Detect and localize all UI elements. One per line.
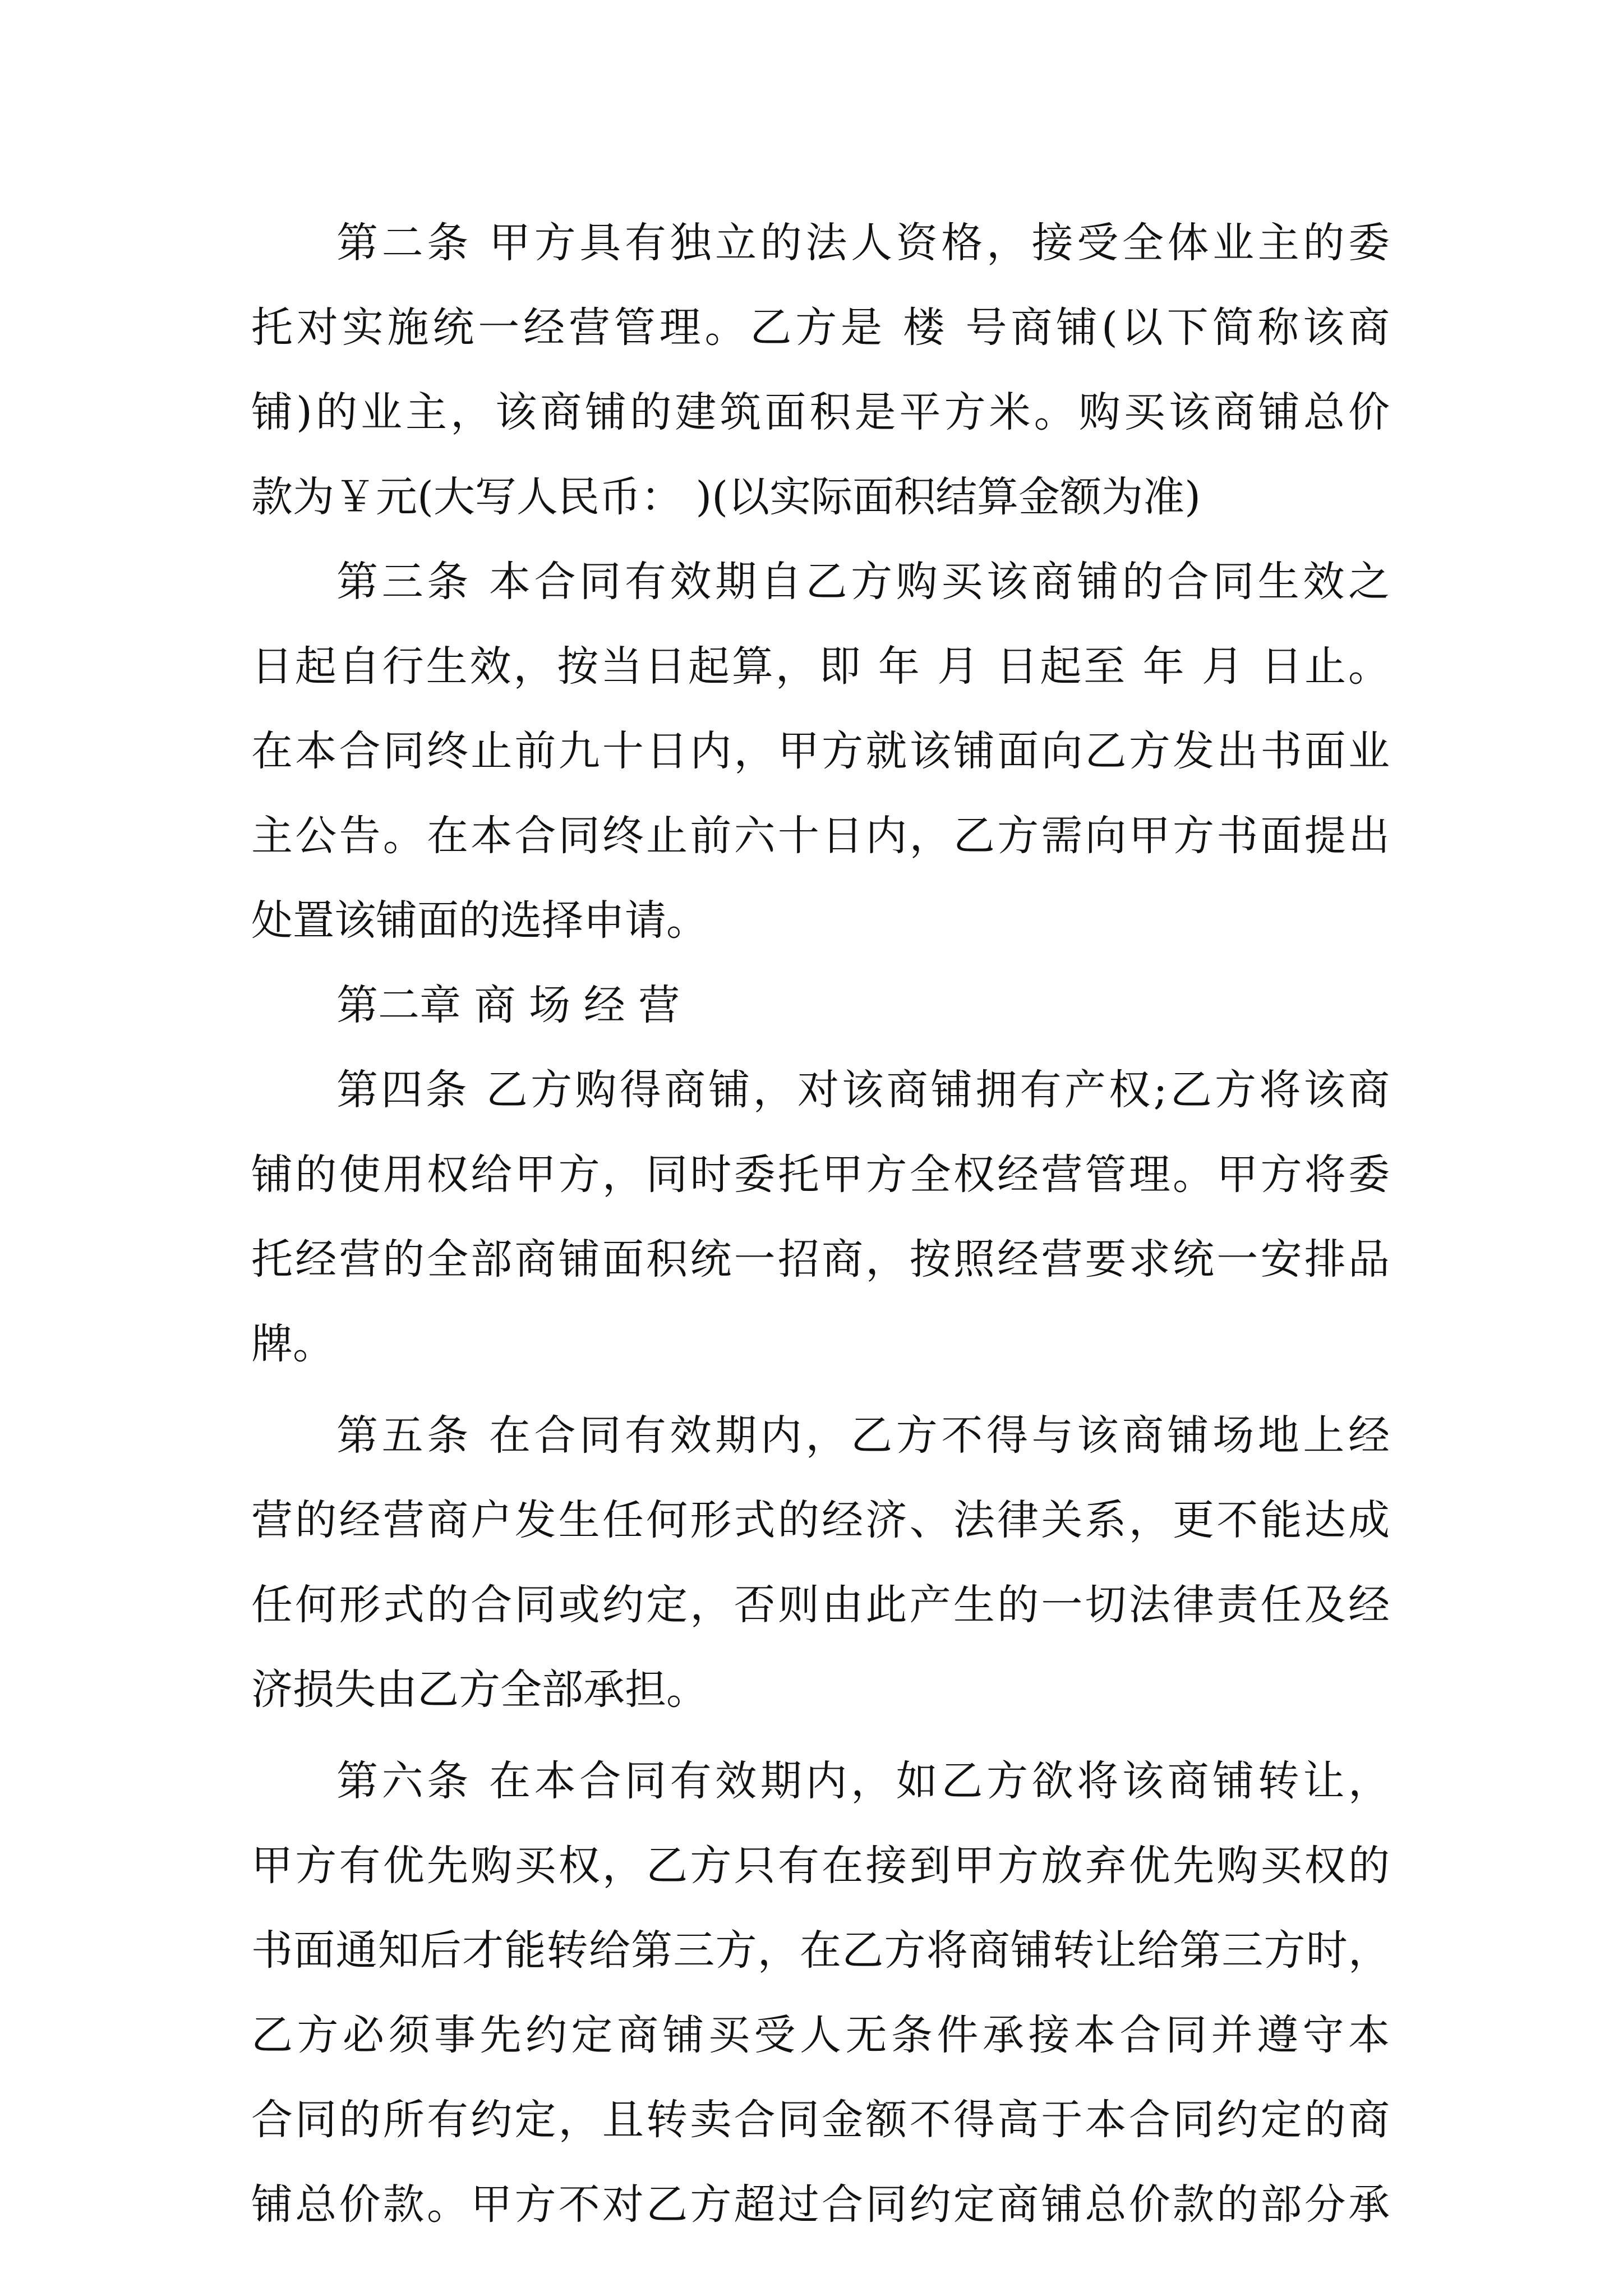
article-2-line-4: 款为￥元(大写人民币： )(以实际面积结算金额为准) bbox=[251, 473, 1201, 521]
article-2-line-3: 铺)的业主，该商铺的建筑面积是平方米。购买该商铺总价 bbox=[251, 388, 1390, 436]
article-5-line-1: 第五条 在合同有效期内，乙方不得与该商铺场地上经 bbox=[336, 1411, 1390, 1460]
article-3-line-5: 处置该铺面的选择申请。 bbox=[251, 896, 708, 945]
article-6-line-1: 第六条 在本合同有效期内，如乙方欲将该商铺转让， bbox=[336, 1757, 1390, 1805]
article-3-line-4: 主公告。在本合同终止前六十日内，乙方需向甲方书面提出 bbox=[251, 812, 1390, 860]
article-4-line-4: 牌。 bbox=[251, 1320, 334, 1368]
article-3-line-2: 日起自行生效，按当日起算，即 年 月 日起至 年 月 日止。 bbox=[251, 642, 1390, 691]
article-6-line-5: 合同的所有约定，且转卖合同金额不得高于本合同约定的商 bbox=[251, 2096, 1390, 2144]
article-3-line-1: 第三条 本合同有效期自乙方购买该商铺的合同生效之 bbox=[336, 558, 1390, 606]
article-4-line-3: 托经营的全部商铺面积统一招商，按照经营要求统一安排品 bbox=[251, 1235, 1390, 1283]
article-5-line-4: 济损失由乙方全部承担。 bbox=[251, 1665, 708, 1714]
contract-body bbox=[251, 201, 1390, 2247]
article-4-line-1: 第四条 乙方购得商铺，对该商铺拥有产权;乙方将该商 bbox=[336, 1066, 1390, 1114]
article-6-line-2: 甲方有优先购买权，乙方只有在接到甲方放弃优先购买权的 bbox=[251, 1842, 1390, 1890]
chapter-2-heading: 第二章 商 场 经 营 bbox=[336, 981, 680, 1029]
article-3-line-3: 在本合同终止前九十日内，甲方就该铺面向乙方发出书面业 bbox=[251, 727, 1390, 775]
article-4-line-2: 铺的使用权给甲方，同时委托甲方全权经营管理。甲方将委 bbox=[251, 1151, 1390, 1199]
article-2-line-2: 托对实施统一经营管理。乙方是 楼 号商铺(以下简称该商 bbox=[251, 303, 1390, 352]
article-2-line-1: 第二条 甲方具有独立的法人资格，接受全体业主的委 bbox=[336, 219, 1390, 267]
article-5-line-3: 任何形式的合同或约定，否则由此产生的一切法律责任及经 bbox=[251, 1581, 1390, 1629]
article-5-line-2: 营的经营商户发生任何形式的经济、法律关系，更不能达成 bbox=[251, 1496, 1390, 1544]
article-6-line-3: 书面通知后才能转给第三方，在乙方将商铺转让给第三方时， bbox=[251, 1926, 1390, 1975]
article-6-line-4: 乙方必须事先约定商铺买受人无条件承接本合同并遵守本 bbox=[251, 2011, 1390, 2059]
article-6-line-6: 铺总价款。甲方不对乙方超过合同约定商铺总价款的部分承 bbox=[251, 2180, 1390, 2229]
